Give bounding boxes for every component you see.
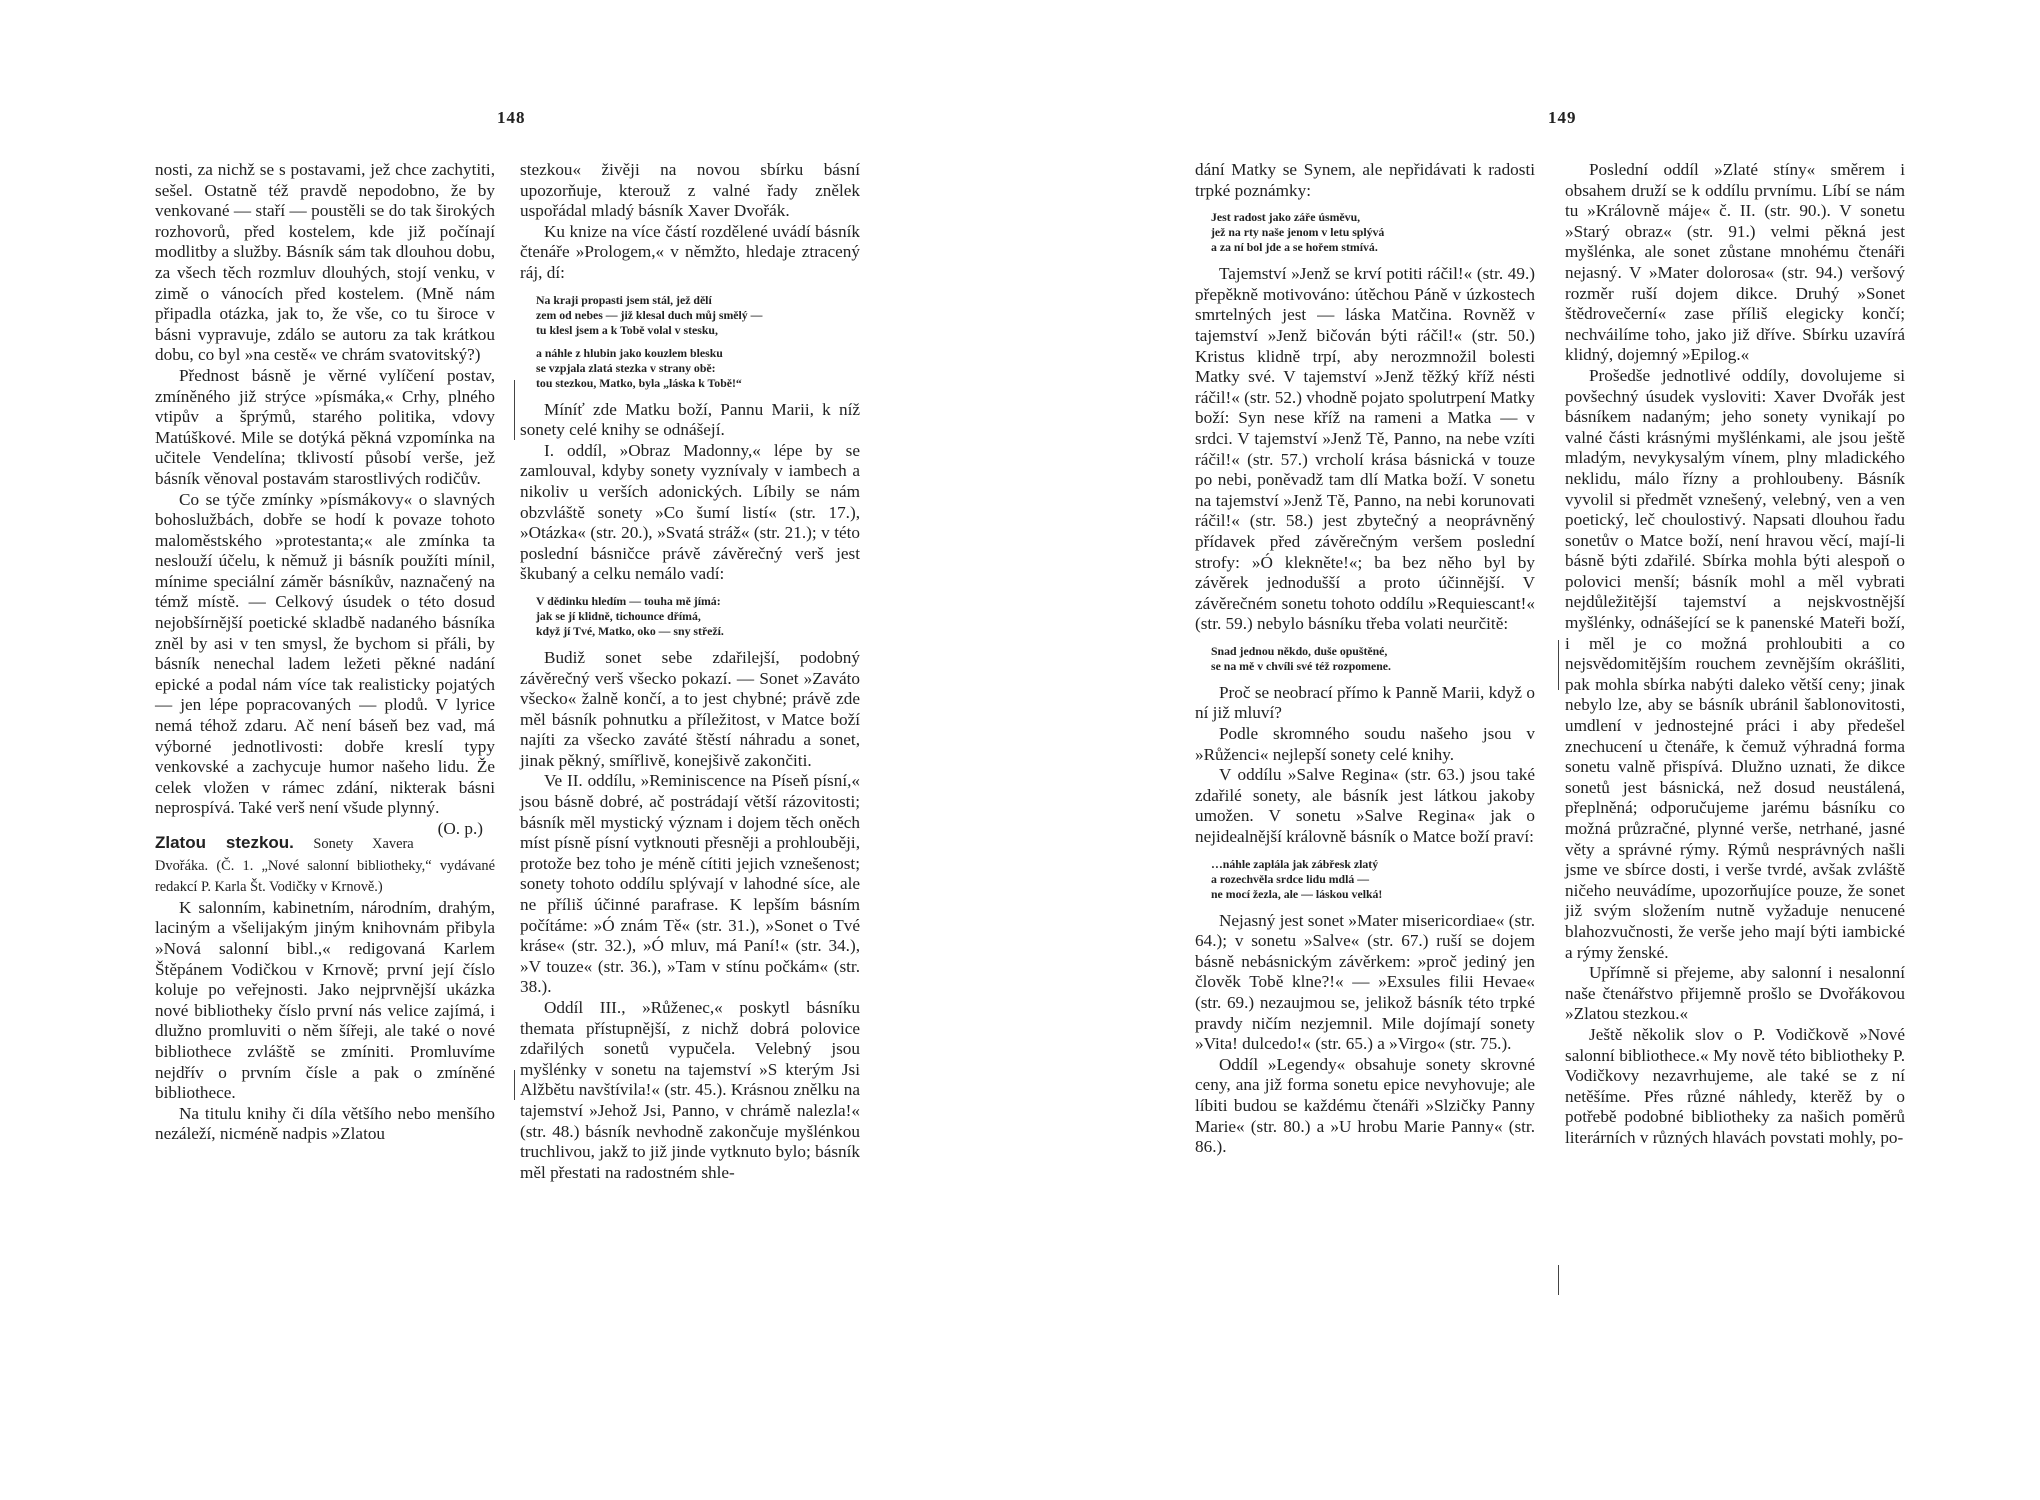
paragraph: Budiž sonet sebe zdařilejší, podobný závěrečný verš všecko pokazí. — Sonet »Zaváto všecko« žalně končí, a to jest chybné; právě zde měl básník pohnutku a příležitost, v Matce boží najíti za všecko zaváté štěstí náhradu a sonet, jinak pěkný, smířlivě, konejšivě zakončiti. [520, 647, 860, 770]
paragraph: Nejasný jest sonet »Mater misericordiae« (str. 64.); v sonetu »Salve« (str. 67.) ruší se dojem básně nebásnickým závěrkem: »proč jediný jen člověk Tobě klne?!« — »Exsules filii Hevae« (str. 69.) nezaujmou se, jelikož básník této trpké pravdy ničím nezjemnil. Mile dojímají sonety »Vita! dulcedo!« (str. 65.) a »Virgo« (str. 75.). [1195, 910, 1535, 1054]
poem-line: …náhle zaplála jak zábřesk zlatý [1211, 856, 1379, 871]
paragraph: Přednost básně je věrné vylíčení postav, zmíněného již strýce »písmáka,« Crhy, plného vtipův a šprýmů, starého politika, vdovy Matúškové. Mile se dotýká pěkná vzpomínka na učitele Vendelína; tklivostí působí verše, jež básník věnoval postavám starostlivých rodičův. [155, 365, 495, 488]
poem-line: a náhle z hlubin jako kouzlem blesku [536, 345, 723, 360]
left-page-column-2 [520, 160, 860, 1183]
poem-line: když jí Tvé, Matko, oko — sny střeží. [536, 623, 724, 638]
poem-line: se na mě v chvíli své též rozpomene. [1211, 658, 1391, 673]
poem-line: jež na rty naše jenom v letu splývá [1211, 225, 1385, 240]
poem-line: zem od nebes — již klesal duch můj smělý — [536, 307, 763, 322]
review-subtitle: Sonety Xavera Dvořáka. (Č. 1. „Nové salonní bibliotheky,“ vydávané redakcí P. Karla Št. Vodičky v Krnově.) [155, 836, 495, 896]
poem-line: Jest radost jako záře úsměvu, [1211, 210, 1361, 225]
paragraph: Míníť zde Matku boží, Pannu Marii, k níž sonety celé knihy se odnášejí. [520, 399, 860, 440]
paragraph: Upřímně si přejeme, aby salonní i nesalonní naše čtenářstvo přijemně prošlo se Dvořákovou »Zlatou stezkou.« [1565, 963, 1905, 1024]
paragraph: Prošedše jednotlivé oddíly, dovolujeme si povšechný úsudek vysloviti: Xaver Dvořák jest básníkem nadaným; jeho sonety vynikají po valné části krásnými myšlénkami, ale jsou ještě mladým, nevykysalým vínem, plny mladického neklidu, málo řízny a prohloubeny. Básník vyvolil si předmět vznešený, velebný, ven a ven poetický, leč choulostivý. Napsati dlouhou řadu sonetův o Matce boží, není hravou věcí, mají-li básně býti zdařilé. Sbírka mohla býti alespoň o polovici menší; básník mohl a měl vybrati nejdůležitější tajemství a nejskvostnější myšlénky, odnášející se k panenské Mateři boží, i měl je co možná prohloubiti a co nejsvědomitějším rouchem zevnějším okrášliti, pak mohla sbírka nabýti daleko větší ceny; jinak nebylo lze, aby se básník ubránil šablonovitosti, umdlení v jednostejné práci i aby předešel znechucení u čtenáře, k čemuž výhradná forma sonetu valně přispívá. Dlužno uznati, že dikce sonetů jest básnická, než dosud neustálená, přeplněná; odporučujeme jarému básníku co možná průzračné, plynné verše, netrhané, jasné věty a správné rýmy. Rýmů nesprávných našli jsme ve sbírce dosti, i verše tvrdé, avšak zvláště ničeho neuvádíme, upozorňujíce pouze, že sonet již svým složením nutně vyžaduje nenucené blahozvučnosti, že verše jeho mají býti iambické a rýmy ženské. [1565, 365, 1905, 962]
quoted-poem [536, 594, 860, 639]
poem-line: se vzpjala zlatá stezka v strany obě: [536, 360, 716, 375]
page-number-left: 148 [497, 108, 526, 127]
left-page-column-1 [155, 160, 495, 1145]
paragraph-text: Co se týče zmínky »písmákovy« o slavných bohoslužbách, dobře se hodí k povaze tohoto maloměstského »protestanta;« ale zmínka ta neslouží účelu, k němuž ji básník použíti mínil, mínime speciální záměr básníkův, naznačený na témž místě. — Celkový úsudek o této dosud nejobšírnější poetické skladbě nadaného básníka zněl by asi v ten smysl, že bychom si přáli, by básník nenechal ladem ležeti pěkné nadání epické a podal nám více tak realisticky pojatých — jen lépe popracovaných — plodů. V lyrice nemá téhož zdaru. Ač není báseň bez vad, má výborné jednotlivosti: dobře kreslí typy venkovské a zachycuje humor našeho lidu. Že celek vložen v rámec zdání, nikterak básni neprospívá. Také verš není všude plynný. [155, 489, 495, 818]
poem-line: V dědinku hledím — touha mě jímá: [536, 593, 721, 608]
paragraph: Oddíl III., »Růženec,« poskytl básníku themata přístupnější, z nichž dobrá polovice zdařilých sonetů vypučela. Velebný jsou myšlénky v sonetu na tajemství »S kterým Jsi Alžbětu navštívila!« (str. 45.). Krásnou znělku na tajemství »Jehož Jsi, Panno, v chrámě nalezla!« (str. 48.) básník nevhodně zakončuje myšlénkou truchlivou, jakž to již jinde vytknuto bylo; básník měl přestati na radostném shle- [520, 998, 860, 1182]
paragraph: Podle skromného soudu našeho jsou v »Růženci« nejlepší sonety celé knihy. [1195, 724, 1535, 764]
quoted-poem [1211, 644, 1535, 674]
right-page-column-2 [1565, 160, 1905, 1149]
paragraph: Ku knize na více částí rozdělené uvádí básník čtenáře »Prologem,« v němžto, hledaje ztracený ráj, dí: [520, 221, 860, 282]
margin-rule [1558, 1265, 1559, 1295]
review-title: Zlatou stezkou. [155, 833, 294, 852]
paragraph: Oddíl »Legendy« obsahuje sonety skrovné ceny, ana již forma sonetu epice nevyhovuje; ale líbiti budou se každému čtenáři »Slzičky Panny Marie« (str. 80.) a »U hrobu Marie Panny« (str. 86.). [1195, 1054, 1535, 1157]
quoted-poem [1211, 857, 1535, 902]
page-number-right: 149 [1548, 108, 1577, 127]
margin-rule [514, 380, 515, 440]
paragraph: Ještě několik slov o P. Vodičkově »Nové salonní bibliothece.« My nově této bibliotheky P. Vodičkovy nezavrhujeme, ale také se z ní netěšíme. Přes různé náhledy, kterěž by o potřebě podobné bibliotheky za našich poměrů literárních v různých hlavách povstati mohly, po- [1565, 1024, 1905, 1147]
paragraph: I. oddíl, »Obraz Madonny,« lépe by se zamlouval, kdyby sonety vyznívaly v iambech a nikoliv u verších adonických. Líbily se nám obzvláště sonety »Co šumí listí« (str. 17.), »Otázka« (str. 20.), »Svatá stráž« (str. 21.); v této poslední básničce právě závěrečný verš jest škubaný a celku nemálo vadí: [520, 440, 860, 584]
paragraph: stezkou« živěji na novou sbírku básní upozorňuje, kterouž z valné řady znělek uspořádal mladý básník Xaver Dvořák. [520, 160, 860, 221]
review-heading [155, 833, 495, 898]
margin-rule [1558, 640, 1559, 690]
paragraph: K salonním, kabinetním, národním, drahým, laciným a všelijakým jiným knihovnám přibyla »Nová salonní bibl.,« redigovaná Karlem Štěpánem Vodičkou v Krnově; první její číslo koluje po veřejnosti. Jako nejprvnější ukázka nové bibliotheky číslo první nás velice zajímá, i dlužno promluviti o něm šířeji, ale také o nové bibliothece zvláště se zmíniti. Promluvíme nejdřív o prvním čísle a pak o zmíněné bibliothece. [155, 897, 495, 1103]
poem-line: a rozechvěla srdce lidu mdlá — [1211, 871, 1370, 886]
poem-line: ne mocí žezla, ale — láskou velká! [1211, 886, 1383, 901]
stanza-gap [536, 338, 860, 346]
margin-rule [514, 1070, 515, 1100]
paragraph: nosti, za nichž se s postavami, jež chce zachytiti, sešel. Ostatně též pravdě nepodobno, že by venkované — staří — poustěli se do tak širokých rozhovorů, před kostelem, kde již počínají modlitby a služby. Básník sám tak dlouhou dobu, za všech těch rozmluv dlouhých, stojí venku, v zimě o vánocích před kostelem. (Mně nám připadla otázka, jak to, že vše, co tu široce v básni vypravuje, zdálo se autoru za tak krátkou dobu, co byl »na cestě« ve chrám svatovitský?) [155, 160, 495, 365]
paragraph: dání Matky se Synem, ale nepřidávati k radosti trpké poznámky: [1195, 160, 1535, 200]
paragraph [155, 489, 495, 838]
poem-line: tou stezkou, Matko, byla „láska k Tobě!“ [536, 375, 742, 390]
quoted-poem [1211, 210, 1535, 255]
poem-line: a za ní bol jde a se hořem stmívá. [1211, 240, 1378, 255]
paragraph: Tajemství »Jenž se krví potiti ráčil!« (str. 49.) přepěkně motivováno: útěchou Páně v úzkostech smrtelných jest — láska Matčina. Rovněž v tajemství »Jenž bičován býti ráčil!« (str. 50.) Kristus klidně trpí, aby nerozmnožil bolesti Matky své. V tajemství »Jenž těžký kříž nésti ráčil!« (str. 52.) vhodně pojato spolutrpení Matky boží: Syn nese kříž na rameni a Matka — v srdci. V tajemství »Jenž Tě, Panno, na nebe vzíti ráčil!« (str. 57.) vrcholí krása básnická v touze po nebi, poněvadž tam dlí Matka boží. V sonetu na tajemství »Jenž Tě, Panno, na nebi korunovati ráčil!« (str. 58.) jest zbytečný a neoprávněný přídavek před závěrečným veršem poslední strofy: »Ó klekněte!«; ba bez něho byl by závěrek jednodušší a proto účinnější. V závěrečném sonetu tohoto oddílu »Requiescant!« (str. 59.) nebylo básníku třeba volati neurčitě: [1195, 264, 1535, 634]
paragraph: Poslední oddíl »Zlaté stíny« směrem i obsahem druží se k oddílu prvnímu. Líbí se nám tu »Královně máje« č. II. (str. 90.). V sonetu »Starý obraz« (str. 91.) velmi pěkná jest myšlénka, ale sonet zůstane mnohému čtenáři nejasný. V »Mater dolorosa« (str. 94.) veršový rozměr ruší dojem dikce. Druhý »Sonet štědrovečerní« zase příliš elegicky končí; nechváilíme toho, jako již dříve. Sbírku uzavírá klidný, dojemný »Epilog.« [1565, 160, 1905, 365]
poem-line: Na kraji propasti jsem stál, jež dělí [536, 292, 712, 307]
poem-line: Snad jednou někdo, duše opuštěné, [1211, 643, 1388, 658]
poem-line: tu klesl jsem a k Tobě volal v stesku, [536, 322, 718, 337]
quoted-poem [536, 293, 860, 391]
paragraph: Na titulu knihy či díla většího nebo menšího nezáleží, nicméně nadpis »Zlatou [155, 1103, 495, 1144]
paragraph: Ve II. oddílu, »Reminiscence na Píseň písní,« jsou básně dobré, ač postrádají větší rázovitosti; básník měl mystický význam i dojem těch oněch míst písně písní vytknouti přesněji a prohlouběji, protože bez toho je méně cítiti jejich vznešenost; sonety tohoto oddílu splývají v lahodné síce, ale ne příliš účinné parafrase. K lepším básním počítáme: »Ó znám Tě« (str. 31.), »Sonet o Tvé kráse« (str. 32.), »Ó mluv, má Paní!« (str. 34.), »V touze« (str. 36.), »Tam v stínu počkám« (str. 38.). [520, 771, 860, 997]
poem-line: jak se jí klidně, tichounce dřímá, [536, 608, 701, 623]
signature: (O. p.) [437, 819, 483, 838]
paragraph: V oddílu »Salve Regina« (str. 63.) jsou také zdařilé sonety, ale básník jest látkou jakoby umožen. V sonetu »Salve Regina« jak o nejidealnější královně básník o Matce boží praví: [1195, 765, 1535, 847]
paragraph: Proč se neobrací přímo k Panně Marii, když o ní již mluví? [1195, 682, 1535, 723]
right-page-column-1 [1195, 160, 1535, 1158]
